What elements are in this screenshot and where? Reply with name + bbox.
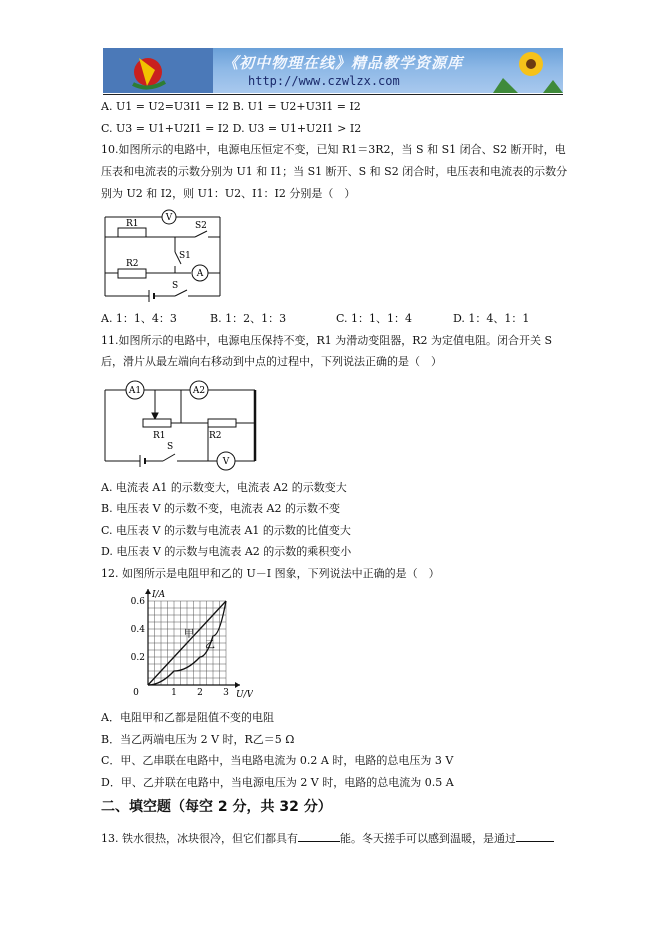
q12-option-c: C．甲、乙串联在电路中，当电路电流为 0.2 A 时，电路的总电压为 3 V (101, 754, 454, 767)
banner-title: 《初中物理在线》精品教学资源库 (223, 54, 464, 72)
q11-option-a: A. 电流表 A1 的示数变大，电流表 A2 的示数变大 (101, 481, 347, 494)
q11-line1: 11.如图所示的电路中，电源电压保持不变，R1 为滑动变阻器，R2 为定值电阻。闭合开关 S (101, 334, 553, 347)
q10-ammeter-label: A (196, 269, 204, 279)
q12-option-b: B．当乙两端电压为 2 V 时，R乙＝5 Ω (101, 733, 295, 746)
q12-ui-graph (118, 585, 253, 700)
y-tick-label: 0.6 (130, 597, 145, 607)
q11-r2-label: R2 (209, 431, 222, 441)
q13-blank-2[interactable] (516, 830, 554, 842)
q10-option-d: D. 1：4、1：1 (453, 312, 530, 325)
q11-voltmeter-label: V (222, 457, 230, 467)
x-tick-label: 3 (223, 688, 229, 698)
x-tick-label: 2 (197, 688, 203, 698)
q9-option-cd: C. U3 = U1+U2I1 = I2 D. U3 = U1+U2I1 > I2 (101, 122, 362, 135)
q11-circuit-diagram (95, 375, 265, 475)
q10-s2-label: S2 (195, 221, 207, 231)
q12-option-d: D．甲、乙并联在电路中，当电源电压为 2 V 时，电路的总电流为 0.5 A (101, 776, 454, 789)
y-axis-arrow (145, 589, 151, 594)
y-axis-label: I/A (152, 590, 166, 600)
q10-s-label: S (172, 281, 179, 291)
banner-url[interactable]: http://www.czwlzx.com (248, 74, 400, 88)
y-tick-label: 0.2 (130, 653, 145, 663)
q10-circuit-diagram (95, 204, 230, 304)
q10-r1-label: R1 (126, 219, 139, 229)
q13-line: 13. 铁水很热，冰块很冷，但它们都具有 能。冬天搓手可以感到温暖，是通过 (101, 830, 554, 847)
x-axis-arrow (235, 682, 240, 688)
q10-line3: 别为 U2 和 I2，则 U1：U2、I1：I2 分别是（ ） (101, 187, 356, 200)
q10-option-a: A. 1：1、4：3 (101, 312, 177, 325)
q11-r1-label: R1 (153, 431, 166, 441)
q11-option-c: C. 电压表 V 的示数与电流表 A1 的示数的比值变大 (101, 524, 351, 537)
series-label-2: 乙 (205, 640, 215, 651)
q10-option-b: B. 1：2、1：3 (210, 312, 287, 325)
q11-s-label: S (167, 442, 174, 452)
x-tick-label: 1 (171, 688, 177, 698)
q10-voltmeter-label: V (165, 213, 173, 223)
q13-blank-1[interactable] (298, 830, 340, 842)
x-tick-label: 0 (133, 688, 139, 698)
q11-ammeter-a2-label: A2 (192, 386, 206, 396)
q11-option-b: B. 电压表 V 的示数不变，电流表 A2 的示数不变 (101, 502, 340, 515)
series-label-1: 甲 (184, 629, 194, 640)
q11-option-d: D. 电压表 V 的示数与电流表 A2 的示数的乘积变小 (101, 545, 352, 558)
q12-line1: 12. 如图所示是电阻甲和乙的 U－I 图象，下列说法中正确的是（ ） (101, 567, 440, 580)
header-divider (103, 94, 563, 95)
q10-r2-label: R2 (126, 259, 139, 269)
q11-ammeter-a1-label: A1 (128, 386, 142, 396)
q9-option-ab: A. U1 = U2=U3I1 = I2 B. U1 = U2+U3I1 = I2 (101, 100, 361, 113)
q10-line2: 压表和电流表的示数分别为 U1 和 I1；当 S1 断开、S 和 S2 闭合时，电压表和电流表的示数分 (101, 165, 568, 178)
q10-option-c: C. 1：1、1：4 (336, 312, 413, 325)
q12-option-a: A．电阻甲和乙都是阻值不变的电阻 (101, 711, 274, 724)
q11-line2: 后，滑片从最左端向右移动到中点的过程中，下列说法正确的是（ ） (101, 355, 442, 368)
x-axis-label: U/V (236, 690, 253, 700)
q10-s1-label: S1 (179, 251, 191, 261)
section-heading: 二、填空题（每空 2 分，共 32 分） (101, 799, 332, 815)
q10-line1: 10.如图所示的电路中，电源电压恒定不变，已知 R1＝3R2，当 S 和 S1 闭合、S2 断开时，电 (101, 143, 566, 156)
y-tick-label: 0.4 (130, 625, 145, 635)
header-banner (103, 48, 563, 93)
